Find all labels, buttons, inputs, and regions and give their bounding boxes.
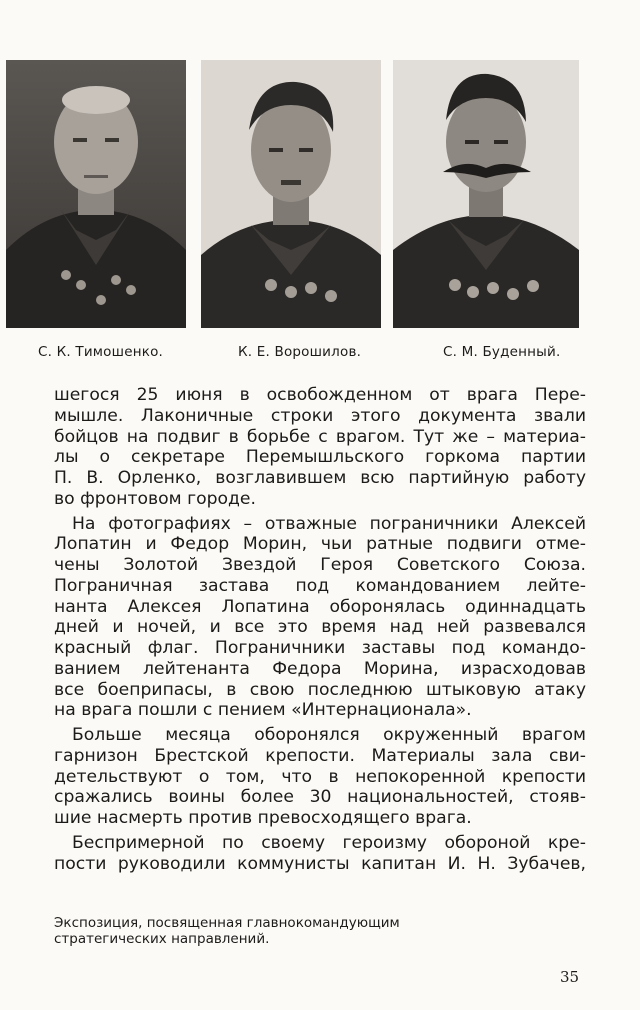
exhibit-caption-line: Экспозиция, посвященная главнокомандующим bbox=[54, 915, 400, 931]
caption-voroshilov: К. Е. Ворошилов. bbox=[238, 344, 362, 360]
page-number: 35 bbox=[560, 968, 580, 986]
text-line: П. В. Орленко, возглавившем всю партийную работу bbox=[54, 468, 586, 488]
text-line: ванием лейтенанта Федора Морина, израсходовав bbox=[54, 658, 586, 679]
text-line: во фронтовом городе. bbox=[54, 488, 256, 509]
paragraph-3 bbox=[54, 725, 586, 829]
text-line: нанта Алексея Лопатина оборонялась одиннадцать bbox=[54, 596, 586, 617]
text-line: бойцов на подвиг в борьбе с врагом. Тут же – материа- bbox=[54, 426, 586, 447]
portrait-photo-timoshenko bbox=[6, 60, 186, 328]
text-line: пости руководили коммунисты капитан И. Н. Зубачев, bbox=[54, 853, 586, 874]
text-line: Лопатин и Федор Морин, чьи ратные подвиги отме- bbox=[54, 534, 586, 555]
caption-budyonny: С. М. Буденный. bbox=[443, 344, 561, 360]
text-line: красный флаг. Пограничники заставы под командо- bbox=[54, 638, 586, 658]
text-line: Беспримерной по своему героизму обороной кре- bbox=[72, 832, 586, 853]
portrait-photos-row bbox=[0, 60, 640, 330]
portrait-photo-budyonny bbox=[393, 60, 579, 328]
text-line: Пограничная застава под командованием лейте- bbox=[54, 575, 586, 596]
text-line: шегося 25 июня в освобожденном от врага Пере- bbox=[54, 385, 586, 405]
portrait-photo-voroshilov bbox=[201, 60, 381, 328]
text-line: шие насмерть против превосходящего врага. bbox=[54, 808, 472, 828]
text-line: На фотографиях – отважные пограничники Алексей bbox=[72, 513, 586, 534]
text-line: детельствуют о том, что в непокоренной крепости bbox=[54, 766, 586, 787]
text-line: на врага пошли с пением «Интернационала». bbox=[54, 700, 472, 721]
text-line: чены Золотой Звездой Героя Советского Союза. bbox=[54, 555, 586, 575]
text-line: лы о секретаре Перемышльского горкома партии bbox=[54, 447, 586, 468]
exhibit-caption-line: стратегических направлений. bbox=[54, 931, 270, 947]
paragraph-4 bbox=[54, 833, 586, 875]
text-line: Больше месяца оборонялся окруженный врагом bbox=[72, 725, 586, 745]
text-line: мышле. Лаконичные строки этого документа звали bbox=[54, 405, 586, 426]
paragraph-2 bbox=[54, 514, 586, 722]
text-line: гарнизон Брестской крепости. Материалы зала сви- bbox=[54, 745, 586, 766]
caption-timoshenko: С. К. Тимошенко. bbox=[38, 344, 164, 360]
body-text bbox=[54, 385, 586, 874]
text-line: дней и ночей, и все это время над ней развевался bbox=[54, 617, 586, 638]
exhibit-caption bbox=[54, 915, 400, 947]
paragraph-1 bbox=[54, 385, 586, 510]
text-line: все боеприпасы, в свою последнюю штыковую атаку bbox=[54, 679, 586, 700]
text-line: сражались воины более 30 национальностей, стояв- bbox=[54, 787, 586, 808]
